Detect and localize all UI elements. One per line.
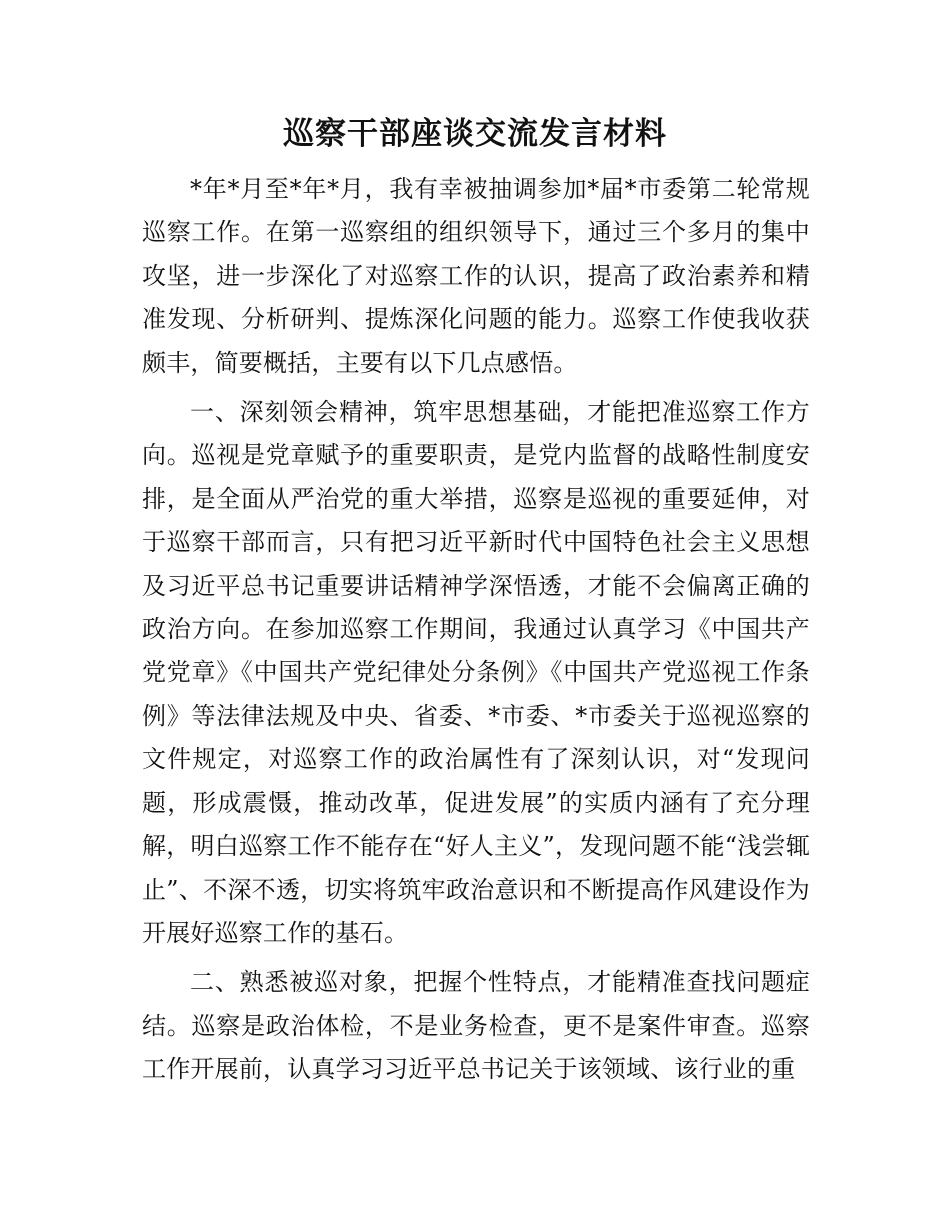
document-body [142,168,810,1098]
paragraph-section-two: 二、熟悉被巡对象，把握个性特点，才能精准查找问题症结。巡察是政治体检，不是业务检查，更不是案件审查。巡察工作开展前，认真学习习近平总书记关于该领域、该行业的重 [142,968,810,1084]
paragraph-intro: *年*月至*年*月，我有幸被抽调参加*届*市委第二轮常规巡察工作。在第一巡察组的组织领导下，通过三个多月的集中攻坚，进一步深化了对巡察工作的认识，提高了政治素养和精准发现、分析研判、提炼深化问题的能力。巡察工作使我收获颇丰，简要概括，主要有以下几点感悟。 [142,175,810,377]
paragraph-section-one: 一、深刻领会精神，筑牢思想基础，才能把准巡察工作方向。巡视是党章赋予的重要职责，是党内监督的战略性制度安排，是全面从严治党的重大举措，巡察是巡视的重要延伸，对于巡察干部而言，只有把习近平新时代中国特色社会主义思想及习近平总书记重要讲话精神学深悟透，才能不会偏离正确的政治方向。在参加巡察工作期间，我通过认真学习《中国共产党党章》《中国共产党纪律处分条例》《中国共产党巡视工作条例》等法律法规及中央、省委、*市委、*市委关于巡视巡察的文件规定，对巡察工作的政治属性有了深刻认识，对“发现问题，形成震慑，推动改革，促进发展”的实质内涵有了充分理解，明白巡察工作不能存在“好人主义”，发现问题不能“浅尝辄止”、不深不透，切实将筑牢政治意识和不断提高作风建设作为开展好巡察工作的基石。 [142,398,810,947]
document-title: 巡察干部座谈交流发言材料 [283,116,667,152]
